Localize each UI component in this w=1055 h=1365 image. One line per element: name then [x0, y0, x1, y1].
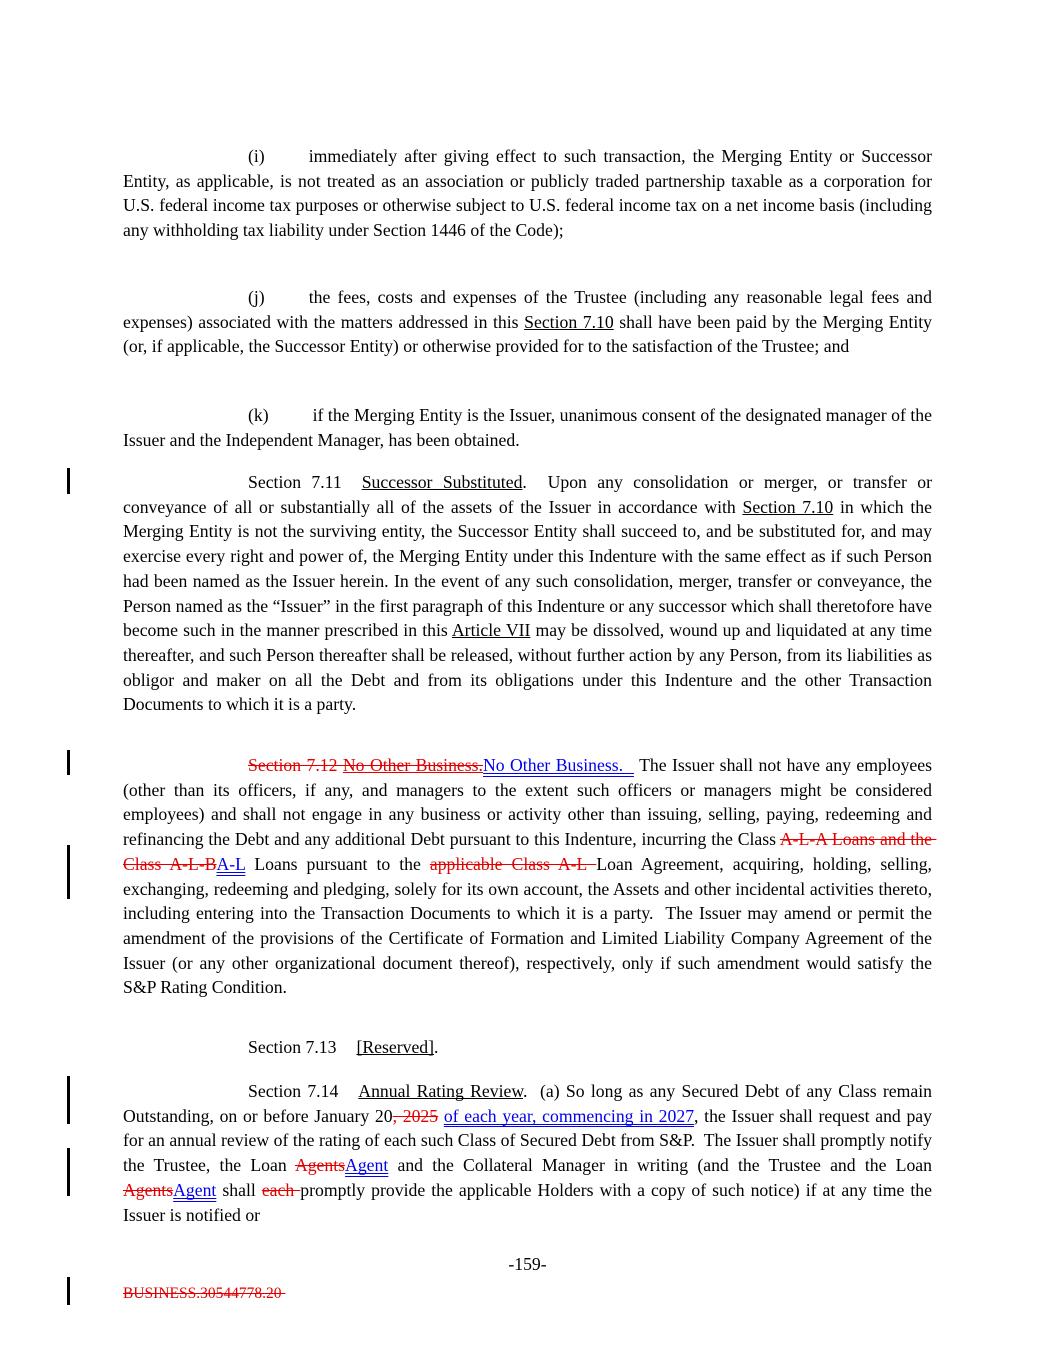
text-run: . Upon any consolidation or merger, or transfer or conveyance of all or substantially all of the assets of the Issuer in accordance with — [123, 472, 937, 517]
text-run: Section 7.14 — [248, 1081, 339, 1101]
text-run: shall have been paid by the Merging Entity (or, if applicable, the Successor Entity) or otherwise provided for to the satisfaction of the Trustee; and — [123, 311, 937, 357]
tab-spacer — [123, 487, 248, 488]
deleted-text: BUSINESS.30544778.20 — [123, 1285, 286, 1302]
text-run: in which the Merging Entity is not the surviving entity, the Successor Entity shall succeed to, and be substituted for, and may exercise every right and power of, the Merging Entity under this Indenture with the same effect as if such Person had been named as the Issuer herein. In the event of any such consolidation, merger, transfer or conveyance, the Person named as the “Issuer” in the first paragraph of this Indenture or any successor which shall theretofore have become such in the manner prescribed in this — [123, 496, 937, 641]
paragraph-clause-i — [123, 144, 937, 243]
tab-spacer — [123, 302, 248, 303]
tab-spacer — [336, 1052, 356, 1053]
deleted-text: applicable Class A-L — [429, 853, 597, 874]
deleted-text: Agents — [123, 1179, 174, 1200]
text-run: immediately after giving effect to such transaction, the Merging Entity or Successor Entity, as applicable, is not treated as an association or publicly traded partnership taxable as a corporation for U.S. federal income tax purposes or otherwise subject to U.S. federal income tax on a net income basis (including any withholding tax liability under Section 1446 of the Code); — [123, 146, 937, 241]
tab-spacer — [123, 161, 248, 162]
text-run: (k) — [248, 405, 269, 425]
text-run: . — [434, 1037, 439, 1057]
paragraph-section-7-11 — [123, 470, 937, 717]
inserted-text: of each year, commencing in 2027 — [443, 1105, 695, 1126]
paragraph-section-7-13 — [123, 1035, 932, 1060]
text-run: , the Issuer shall request and pay for an annual review of the rating of each such Class of Secured Debt from S&P. The Issuer shall promptly notify the Trustee, the Loan — [123, 1105, 937, 1176]
text-run: promptly provide the applicable Holders with a copy of such notice) if at any time the Issuer is notified or — [123, 1179, 937, 1225]
tab-spacer — [123, 1096, 248, 1097]
inserted-text: Agent — [345, 1155, 389, 1176]
text-run: Loan Agreement, acquiring, holding, selling, exchanging, redeeming and pledging, solely for its own account, the Assets and other incidental activities thereto, including entering into the Transaction Documents to which it is a party. The Issuer may amend or permit the amendment of the provisions of the Certificate of Formation and Limited Liability Company Agreement of the Issuer (or any other organizational document thereof), respectively, only if such amendment would satisfy the S&P Rating Condition. — [123, 853, 937, 998]
deleted-text: A-L-A Loans and the Class A-L-B — [123, 829, 937, 874]
change-bar — [67, 1148, 70, 1196]
deleted-text: Section 7.12 — [248, 755, 343, 775]
text-run: may be dissolved, wound up and liquidated at any time thereafter, and such Person thereafter shall be released, without further action by any Person, from its liabilities as obligor and maker on all the Debt and from its obligations under this Indenture and the other Transaction Documents to which it is a party. — [123, 620, 937, 715]
tab-spacer — [123, 1052, 248, 1053]
text-run: shall — [216, 1179, 262, 1200]
underlined-text: Section 7.10 — [524, 311, 614, 332]
change-bar — [67, 1277, 70, 1305]
deleted-underlined-text: No Other Business. — [342, 755, 483, 775]
underlined-text: [Reserved] — [356, 1037, 435, 1057]
inserted-text: A-L — [216, 853, 246, 874]
tab-spacer — [265, 302, 309, 303]
page-number: -159- — [508, 1254, 547, 1274]
underlined-text: Successor Substituted — [361, 472, 523, 492]
tab-spacer — [265, 161, 309, 162]
paragraph-clause-k — [123, 403, 937, 452]
text-run: (j) — [248, 287, 265, 307]
change-bar — [67, 1076, 70, 1124]
text-run: Loans pursuant to the — [245, 853, 430, 874]
text-run: . (a) So long as any Secured Debt of any Class remain Outstanding, on or before January 20 — [123, 1081, 937, 1126]
tab-spacer — [338, 1096, 358, 1097]
text-run: if the Merging Entity is the Issuer, unanimous consent of the designated manager of the Issuer and the Independent Manager, has been obtained. — [123, 405, 937, 450]
text-run: the fees, costs and expenses of the Trustee (including any reasonable legal fees and expenses) associated with the matters addressed in this — [123, 287, 937, 332]
deleted-text: , 2025 — [392, 1105, 439, 1126]
deleted-text: Agents — [294, 1155, 346, 1176]
paragraph-clause-j — [123, 285, 937, 359]
change-bar — [67, 468, 70, 494]
inserted-text: No Other Business. — [482, 755, 634, 775]
text-run: (i) — [248, 146, 265, 166]
underlined-text: Annual Rating Review — [358, 1081, 523, 1101]
inserted-text: Agent — [173, 1179, 217, 1200]
change-bar — [67, 845, 70, 899]
underlined-text: Section 7.10 — [742, 496, 834, 517]
text-run: Section 7.13 — [248, 1037, 337, 1057]
tab-spacer — [269, 420, 313, 421]
tab-spacer — [123, 770, 248, 771]
underlined-text: Article VII — [451, 620, 531, 641]
deleted-text: each — [261, 1179, 301, 1200]
tab-spacer — [342, 487, 362, 488]
text-run: The Issuer shall not have any employees (other than its officers, if any, and managers to the extent such officers or managers might be considered employees) and shall not engage in any business or activity other than issuing, selling, paying, redeeming and refinancing the Debt and any additional Debt pursuant to this Indenture, incurring the Class — [123, 755, 937, 850]
footer-doc-id — [123, 1283, 285, 1305]
text-run: and the Collateral Manager in writing (and the Trustee and the Loan — [388, 1155, 936, 1176]
tab-spacer — [123, 420, 248, 421]
text-run: Section 7.11 — [248, 472, 342, 492]
paragraph-section-7-14 — [123, 1079, 937, 1227]
change-bar — [67, 750, 70, 775]
paragraph-section-7-12 — [123, 753, 937, 1000]
